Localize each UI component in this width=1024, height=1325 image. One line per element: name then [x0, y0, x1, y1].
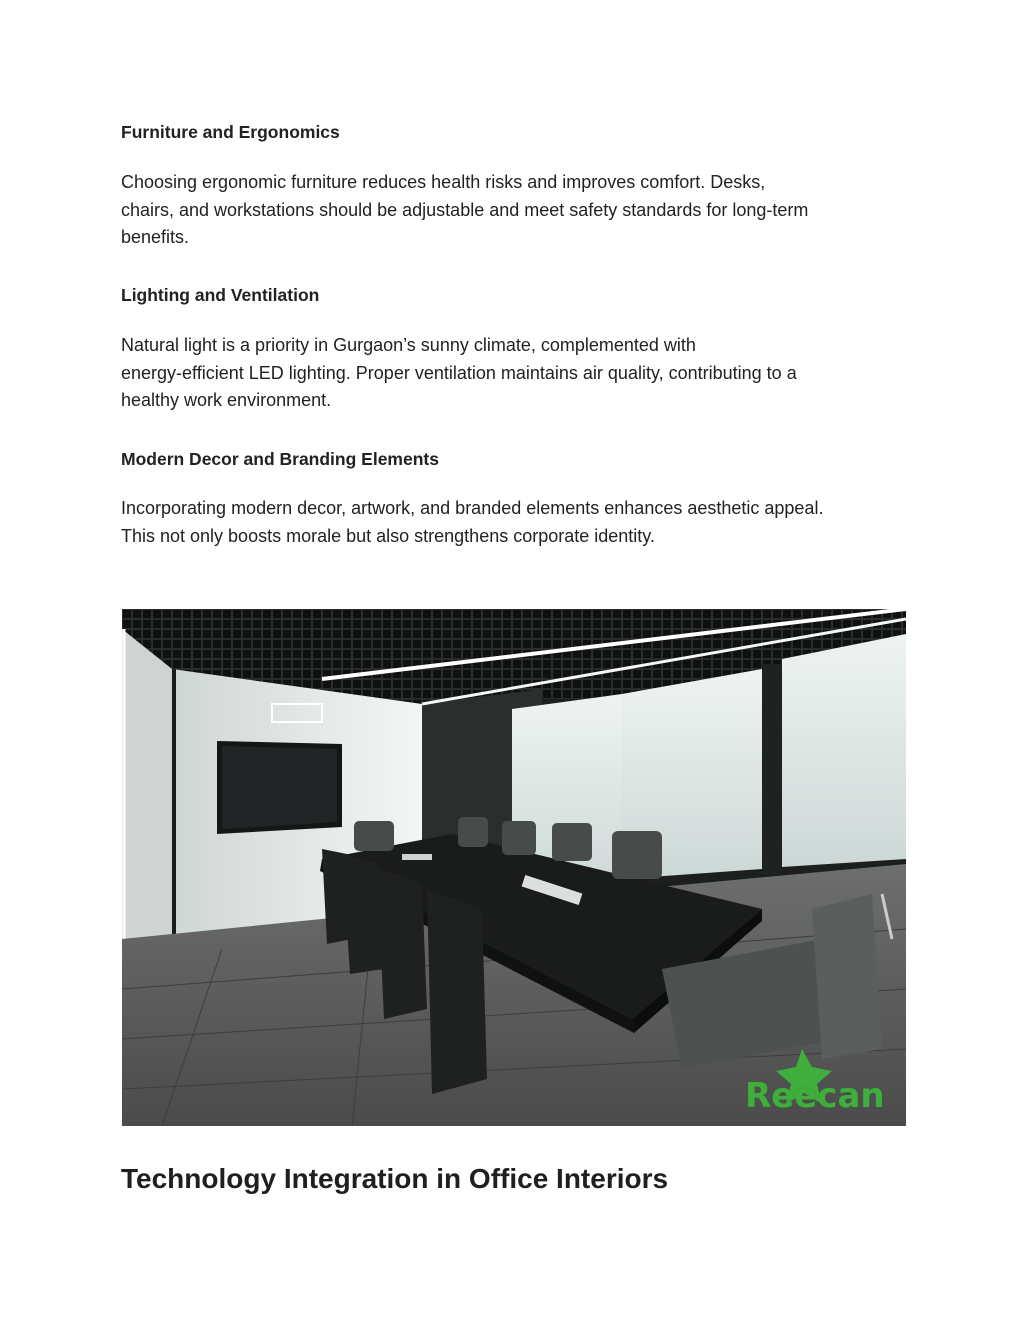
section-paragraph-lighting: [121, 332, 911, 415]
paragraph-line: chairs, and workstations should be adjustable and meet safety standards for long-term: [121, 199, 809, 220]
section-title-technology: Technology Integration in Office Interiors: [121, 1163, 669, 1194]
conference-room-photo: [122, 609, 906, 1126]
paragraph-line: Choosing ergonomic furniture reduces health risks and improves comfort. Desks,: [121, 172, 766, 192]
section-heading-decor: Modern Decor and Branding Elements: [121, 449, 439, 469]
section-heading-lighting: Lighting and Ventilation: [121, 285, 320, 305]
section-paragraph-furniture: [121, 169, 911, 252]
section-paragraph-decor: [121, 495, 911, 550]
paragraph-line: Incorporating modern decor, artwork, and branded elements enhances aesthetic appeal.: [121, 498, 824, 518]
paragraph-line: This not only boosts morale but also strengthens corporate identity.: [121, 525, 655, 546]
paragraph-line: energy-efficient LED lighting. Proper ventilation maintains air quality, contributing to a: [121, 362, 797, 383]
reecan-logo: Reecan: [745, 1076, 885, 1116]
paragraph-line: Natural light is a priority in Gurgaon’s sunny climate, complemented with: [121, 335, 696, 355]
paragraph-line: benefits.: [121, 227, 190, 247]
section-heading-furniture: Furniture and Ergonomics: [121, 122, 340, 142]
paragraph-line: healthy work environment.: [121, 390, 332, 410]
